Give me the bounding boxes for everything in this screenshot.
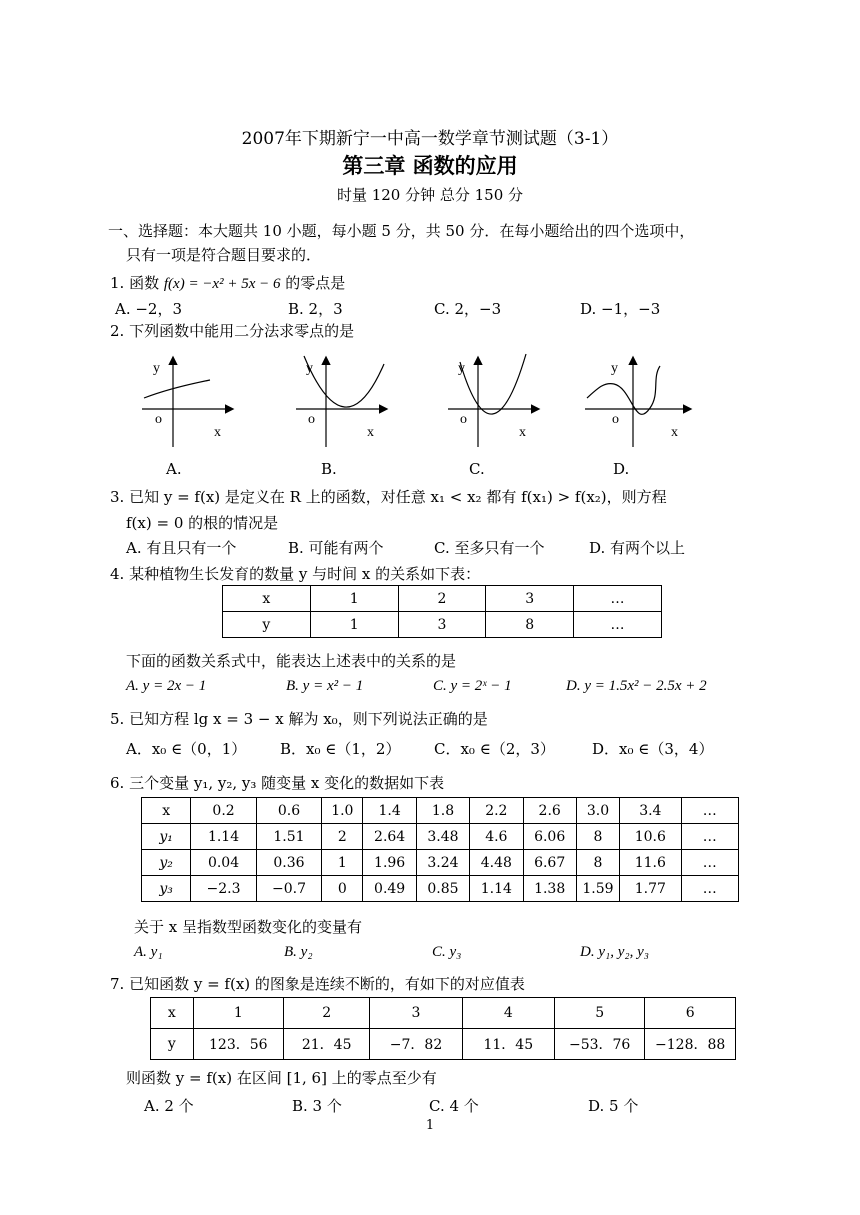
graph-c: [448, 354, 538, 447]
table-cell: 4.6: [470, 824, 523, 850]
graph-d-o-label: o: [612, 412, 619, 427]
q7-stem: 7. 已知函数 y = f(x) 的图象是连续不断的，有如下的对应值表: [110, 975, 525, 993]
table-cell: 1.77: [620, 876, 681, 902]
graph-c-y-label: y: [458, 361, 465, 376]
table-row: [142, 850, 739, 876]
table-cell: 0.6: [256, 798, 321, 824]
table-cell: 1: [322, 850, 363, 876]
table-cell: 2: [284, 998, 370, 1029]
table-cell: 3: [486, 586, 574, 612]
q6-option-b: [284, 942, 313, 961]
q5-option-b: B．x₀ ∈（1，2）: [280, 740, 401, 758]
q3-option-d: D. 有两个以上: [589, 539, 686, 557]
table-cell: …: [681, 850, 738, 876]
table-cell: 6: [645, 998, 736, 1029]
table-cell: −0.7: [256, 876, 321, 902]
table-cell: 0.04: [191, 850, 256, 876]
q4-option-c-text: C. y = 2ˣ − 1: [433, 678, 512, 694]
table-row: [142, 798, 739, 824]
table-cell: 0.2: [191, 798, 256, 824]
q2-graphs: [130, 350, 710, 450]
section1-line2: 只有一项是符合题目要求的．: [126, 246, 322, 264]
q5-option-c: C．x₀ ∈（2，3）: [434, 740, 555, 758]
table-cell: 3.48: [416, 824, 469, 850]
graph-b: [296, 356, 386, 447]
table-cell: 3.0: [576, 798, 619, 824]
graph-b-x-label: x: [367, 425, 374, 440]
table-cell: …: [681, 798, 738, 824]
table-cell: 1.96: [363, 850, 416, 876]
q1-option-c: C. 2，−3: [434, 300, 502, 318]
table-cell: 6.06: [523, 824, 576, 850]
exam-title: 2007年下期新宁一中高一数学章节测试题（3-1）: [241, 129, 619, 149]
table-cell: 1.38: [523, 876, 576, 902]
table-row: [223, 586, 662, 612]
table-cell: 0: [322, 876, 363, 902]
table-cell: −53．76: [554, 1029, 644, 1060]
q1-prefix: 1. 函数: [110, 274, 160, 292]
table-cell: 1.14: [191, 824, 256, 850]
table-cell: 1.8: [416, 798, 469, 824]
table-cell: 0.36: [256, 850, 321, 876]
table-cell: y₂: [142, 850, 191, 876]
q5-option-a: A．x₀ ∈（0，1）: [126, 740, 247, 758]
q1-expr: f(x) = −x² + 5x − 6: [163, 276, 281, 292]
table-cell: …: [681, 824, 738, 850]
table-cell: 123．56: [193, 1029, 283, 1060]
table-cell: 2.2: [470, 798, 523, 824]
q3-option-a: A. 有且只有一个: [126, 539, 237, 557]
q4-table: [222, 585, 662, 638]
table-cell: −7．82: [370, 1029, 462, 1060]
table-cell: 6.67: [523, 850, 576, 876]
q6-option-c-text: C. y₃: [432, 944, 462, 960]
graph-c-o-label: o: [460, 412, 467, 427]
table-row: [151, 998, 736, 1029]
graph-b-o-label: o: [308, 412, 315, 427]
table-cell: 4.48: [470, 850, 523, 876]
table-cell: −2.3: [191, 876, 256, 902]
q2-option-d: D.: [613, 460, 630, 478]
table-cell: x: [151, 998, 194, 1029]
q7-option-a: A. 2 个: [144, 1097, 194, 1115]
table-cell: y₃: [142, 876, 191, 902]
table-cell: 3.24: [416, 850, 469, 876]
table-cell: 0.85: [416, 876, 469, 902]
table-cell: 2.6: [523, 798, 576, 824]
chapter-title: 第三章 函数的应用: [342, 154, 518, 178]
graph-c-x-label: x: [519, 425, 526, 440]
q3-option-b: B. 可能有两个: [288, 539, 384, 557]
q7-option-c: C. 4 个: [429, 1097, 479, 1115]
q4-option-d-text: D. y = 1.5x² − 2.5x + 2: [566, 678, 707, 694]
q6-stem: 6. 三个变量 y₁, y₂, y₃ 随变量 x 变化的数据如下表: [110, 774, 445, 792]
q1-suffix: 的零点是: [285, 274, 346, 292]
graph-a-y-label: y: [153, 361, 160, 376]
q4-option-b: [286, 676, 363, 695]
table-cell: x: [142, 798, 191, 824]
q4-option-b-text: B. y = x² − 1: [286, 678, 364, 694]
table-cell: 1: [310, 612, 398, 638]
table-cell: 2: [398, 586, 486, 612]
table-cell: 1: [310, 586, 398, 612]
table-cell: 3: [398, 612, 486, 638]
table-cell: 10.6: [620, 824, 681, 850]
table-cell: 2.64: [363, 824, 416, 850]
table-cell: 1.14: [470, 876, 523, 902]
q4-option-c: [433, 676, 512, 695]
q1-option-d: D. −1，−3: [580, 300, 661, 318]
table-cell: 3.4: [620, 798, 681, 824]
table-cell: 21．45: [284, 1029, 370, 1060]
graph-d: [585, 358, 690, 447]
q7-table: [150, 997, 736, 1060]
q6-option-c: [432, 942, 461, 961]
q3-stem-line2: f(x) = 0 的根的情况是: [126, 514, 279, 532]
table-cell: …: [681, 876, 738, 902]
q2-option-a: A.: [166, 460, 182, 478]
table-cell: 2: [322, 824, 363, 850]
graph-d-x-label: x: [671, 425, 678, 440]
q6-option-d-text: D. y₁, y₂, y₃: [580, 944, 649, 960]
graph-d-y-label: y: [611, 361, 618, 376]
table-cell: …: [574, 586, 662, 612]
table-row: [151, 1029, 736, 1060]
q7-option-d: D. 5 个: [588, 1097, 639, 1115]
q5-option-d: D．x₀ ∈（3，4）: [592, 740, 714, 758]
table-cell: 11．45: [462, 1029, 554, 1060]
exam-info: 时量 120 分钟 总分 150 分: [336, 186, 524, 204]
table-cell: x: [223, 586, 311, 612]
graph-a-x-label: x: [214, 425, 221, 440]
table-cell: 4: [462, 998, 554, 1029]
table-row: [142, 824, 739, 850]
table-cell: 3: [370, 998, 462, 1029]
q1-option-a: A. −2，3: [115, 300, 183, 318]
table-cell: 1.59: [576, 876, 619, 902]
table-cell: 1.0: [322, 798, 363, 824]
graph-b-y-label: y: [306, 361, 313, 376]
table-cell: 5: [554, 998, 644, 1029]
table-cell: 8: [486, 612, 574, 638]
table-row: [223, 612, 662, 638]
table-cell: 8: [576, 850, 619, 876]
q2-option-c: C.: [469, 460, 485, 478]
q7-option-b: B. 3 个: [292, 1097, 342, 1115]
page-number: 1: [425, 1118, 435, 1133]
q4-option-a-text: A. y = 2x − 1: [126, 678, 207, 694]
section1-line1: 一、选择题：本大题共 10 小题，每小题 5 分，共 50 分．在每小题给出的四个选项中，: [108, 222, 695, 240]
q2-option-b: B.: [321, 460, 337, 478]
q6-option-b-text: B. y₂: [284, 944, 313, 960]
q4-stem: 4. 某种植物生长发育的数量 y 与时间 x 的关系如下表：: [110, 565, 481, 583]
q6-table: [141, 797, 739, 902]
table-cell: …: [574, 612, 662, 638]
q6-option-d: [580, 942, 649, 961]
q7-stem2: 则函数 y = f(x) 在区间 [1, 6] 上的零点至少有: [126, 1069, 437, 1087]
q6-option-a: [134, 942, 163, 961]
table-cell: y₁: [142, 824, 191, 850]
graph-a-o-label: o: [155, 412, 162, 427]
table-cell: 1.51: [256, 824, 321, 850]
q3-stem-line1: 3. 已知 y = f(x) 是定义在 R 上的函数，对任意 x₁ < x₂ 都有 f(x₁) > f(x₂)，则方程: [110, 488, 667, 506]
table-row: [142, 876, 739, 902]
q2-stem: 2. 下列函数中能用二分法求零点的是: [110, 322, 355, 340]
q4-option-d: [566, 676, 707, 695]
q3-option-c: C. 至多只有一个: [434, 539, 545, 557]
q5-stem: 5. 已知方程 lg x = 3 − x 解为 x₀，则下列说法正确的是: [110, 710, 488, 728]
table-cell: −128．88: [645, 1029, 736, 1060]
table-cell: y: [151, 1029, 194, 1060]
q6-stem2: 关于 x 呈指数型函数变化的变量有: [134, 918, 362, 936]
table-cell: 11.6: [620, 850, 681, 876]
table-cell: 1.4: [363, 798, 416, 824]
table-cell: 1: [193, 998, 283, 1029]
q6-option-a-text: A. y₁: [134, 944, 163, 960]
table-cell: y: [223, 612, 311, 638]
graph-a: [142, 358, 232, 447]
q1-stem: [110, 272, 345, 293]
q4-stem2: 下面的函数关系式中，能表达上述表中的关系的是: [126, 652, 457, 670]
q4-option-a: [126, 676, 206, 695]
table-cell: 0.49: [363, 876, 416, 902]
table-cell: 8: [576, 824, 619, 850]
q1-option-b: B. 2，3: [288, 300, 343, 318]
